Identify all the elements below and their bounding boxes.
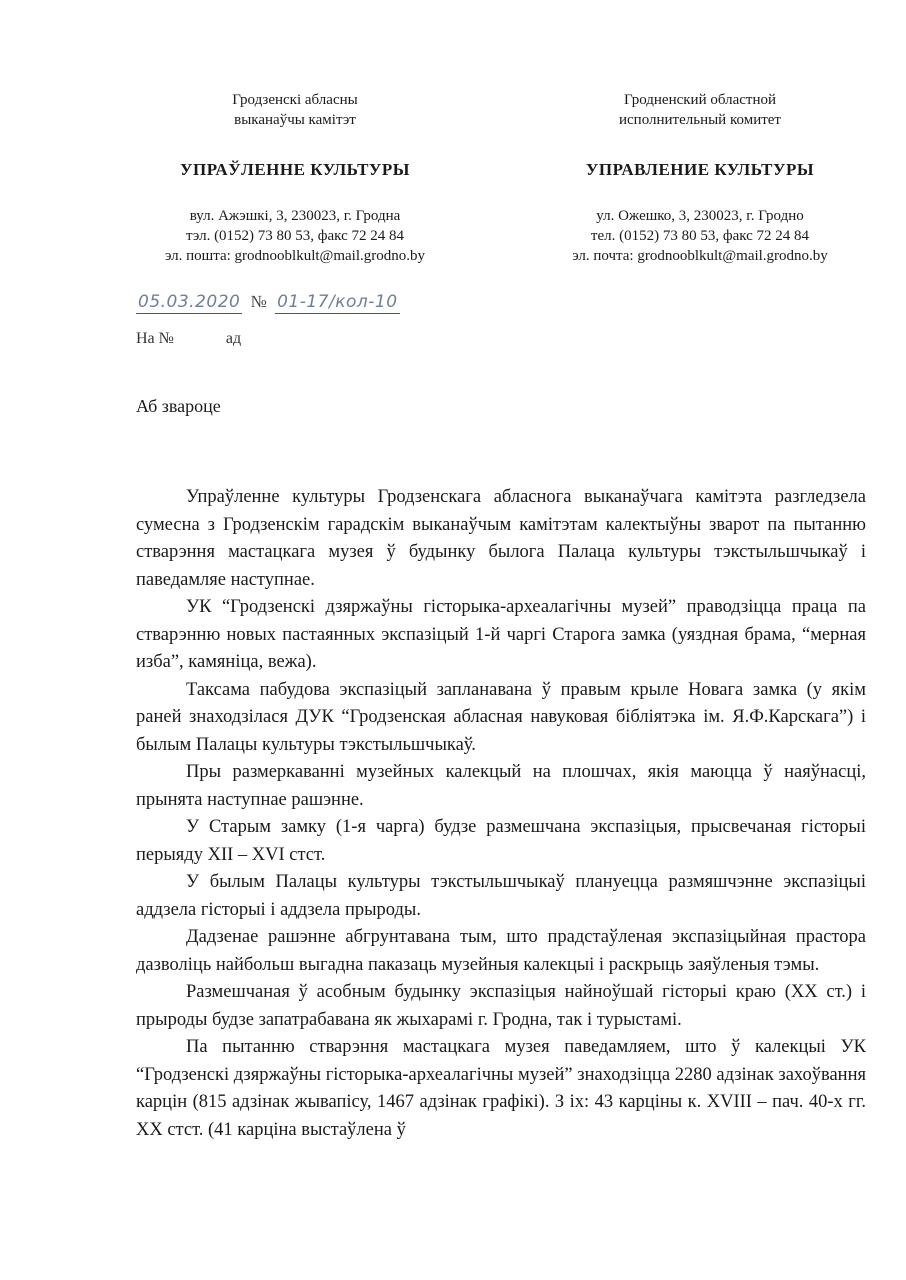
department-title: УПРАВЛЕНИЕ КУЛЬТУРЫ: [585, 160, 815, 179]
registration-line: [136, 292, 400, 312]
body-paragraph: УК “Гродзенскі дзяржаўны гісторыка-археалагічны музей” праводзіцца праца па стварэнню новых пастаянных экспазіцый 1-й чаргі Старога замка (уяздная брама, “мерная изба”, камяніца, вежа).: [136, 597, 866, 672]
org-name-line2: выканаўчы камітэт: [234, 112, 356, 128]
registration-number: 01-17/кол-10: [277, 292, 398, 312]
department-title: УПРАЎЛЕННЕ КУЛЬТУРЫ: [180, 160, 410, 179]
body-paragraph: Па пытанню стварэння мастацкага музея паведамляем, што ў калекцыі УК “Гродзенскі дзяржаўны гісторыка-археалагічны музей” знаходзіцца 2280 адзінак захоўвання карцін (815 адзінак жывапісу, 1467 адзінак графікі). З іх: 43 карціны к. XVIII – пач. 40-х гг. XX стст. (41 карціна выстаўлена ў: [136, 1037, 866, 1140]
body-paragraph: У былым Палацы культуры тэкстыльшчыкаў плануецца размяшчэнне экспазіцыі аддзела гісторыі і аддзела прыроды.: [136, 872, 866, 920]
number-sign: №: [250, 292, 267, 311]
address-phone: тел. (0152) 73 80 53, факс 72 24 84: [590, 228, 810, 244]
org-name-line2: исполнительный комитет: [618, 112, 781, 128]
registration-date: 05.03.2020: [138, 292, 241, 312]
address-block: [520, 206, 880, 266]
address-phone: тэл. (0152) 73 80 53, факс 72 24 84: [185, 228, 405, 244]
header-right-block: [520, 90, 880, 266]
address-email: эл. почта: grodnooblkult@mail.grodno.by: [572, 248, 828, 264]
body-paragraph: У Старым замку (1-я чарга) будзе размешчана экспазіцыя, прысвечаная гісторыі перыяду XII – XVI стст.: [136, 817, 866, 865]
body-paragraph: Пры размеркаванні музейных калекцый на плошчах, якія маюцца ў наяўнасці, прынята наступнае рашэнне.: [136, 762, 866, 810]
reference-from-label: ад: [225, 330, 242, 347]
body-paragraph: Дадзенае рашэнне абгрунтавана тым, што прадстаўленая экспазіцыйная прастора дазволіць найбольш выгадна паказаць музейныя калекцыі і раскрыць заяўленыя тэмы.: [136, 927, 866, 975]
body-paragraph: Размешчаная ў асобным будынку экспазіцыя найноўшай гісторыі краю (XX ст.) і прыроды будзе запатрабавана як жыхарамі г. Гродна, так і турыстамі.: [136, 982, 866, 1030]
body-paragraph: Упраўленне культуры Гродзенскага абласнога выканаўчага камітэта разгледзела сумесна з Гродзенскім гарадскім выканаўчым камітэтам калектыўны зварот па пытанню стварэння мастацкага музея ў будынку былога Палаца культуры тэкстыльшчыкаў і паведамляе наступнае.: [136, 487, 866, 590]
org-name-line1: Гродненский областной: [623, 92, 777, 108]
address-street: вул. Ажэшкі, 3, 230023, г. Гродна: [189, 208, 401, 224]
body-paragraph: Таксама пабудова экспазіцый запланавана ў правым крыле Новага замка (у якім раней знаходзілася ДУК “Гродзенская абласная навуковая бібліятэка ім. Я.Ф.Карскага”) і былым Палацы культуры тэкстыльшчыкаў.: [136, 679, 866, 755]
address-street: ул. Ожешко, 3, 230023, г. Гродно: [596, 208, 804, 224]
letter-body: [136, 484, 866, 1144]
header-left-block: [115, 90, 475, 266]
letter-subject: Аб звароце: [136, 396, 221, 416]
address-email: эл. пошта: grodnooblkult@mail.grodno.by: [164, 248, 425, 264]
reference-label: На №: [136, 330, 174, 347]
org-name-line1: Гродзенскі абласны: [232, 92, 358, 108]
address-block: [115, 206, 475, 266]
reference-line: [136, 330, 241, 348]
